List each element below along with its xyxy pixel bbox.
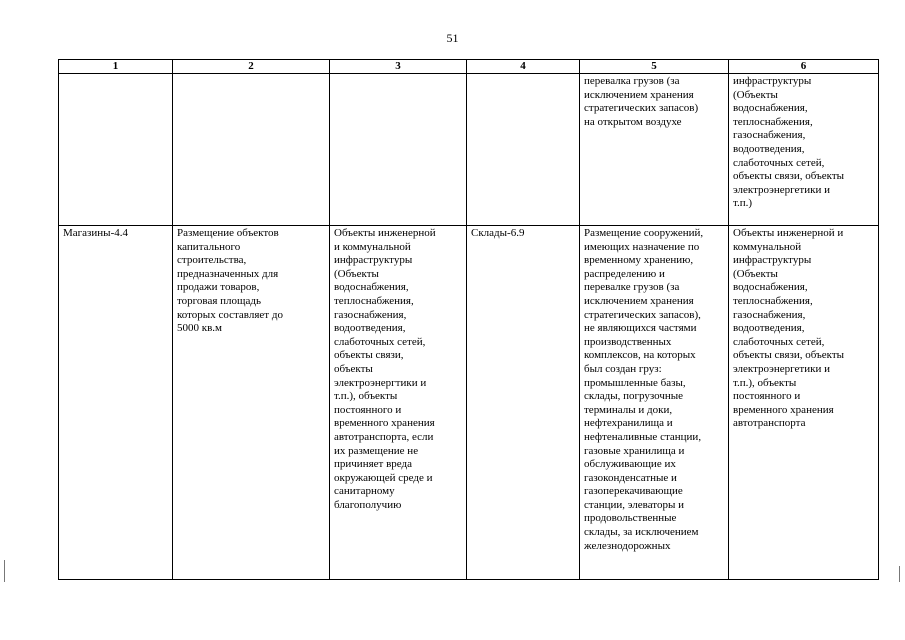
column-header-6: 6 [729, 60, 879, 74]
table-cell [330, 74, 467, 226]
table-cell: Размещение объектов капитального строительства, предназначенных для продажи товаров, торговая площадь которых составляет до 5000 кв.м [173, 226, 330, 580]
table-row [59, 74, 879, 226]
scan-edge-mark-left [4, 560, 5, 582]
scan-edge-mark-right [899, 566, 900, 582]
header-row [59, 60, 879, 74]
column-header-2: 2 [173, 60, 330, 74]
table-cell: Объекты инженерной и коммунальной инфраструктуры (Объекты водоснабжения, теплоснабжения, газоснабжения, водоотведения, слаботочных сетей, объекты связи, объекты электроэнергтики и т.п.), объекты постоянного и временного хранения автотранспорта, если их размещение не причиняет вреда окружающей среде и санитарному благополучию [330, 226, 467, 580]
table-cell: Магазины-4.4 [59, 226, 173, 580]
column-header-4: 4 [467, 60, 580, 74]
column-header-1: 1 [59, 60, 173, 74]
zoning-table [58, 59, 879, 580]
table-cell: Размещение сооружений, имеющих назначение по временному хранению, распределению и перевалке грузов (за исключением хранения стратегических запасов), не являющихся частями производственных комплексов, на которых был создан груз: промышленные базы, склады, погрузочные терминалы и доки, нефтехранилища и нефтеналивные станции, газовые хранилища и обслуживающие их газоконденсатные и газоперекачивающие станции, элеваторы и продовольственные склады, за исключением железнодорожных [580, 226, 729, 580]
table-cell [173, 74, 330, 226]
table-row [59, 226, 879, 580]
table-cell [59, 74, 173, 226]
table-cell: инфраструктуры (Объекты водоснабжения, теплоснабжения, газоснабжения, водоотведения, слаботочных сетей, объекты связи, объекты электроэнергетики и т.п.) [729, 74, 879, 226]
table-cell [467, 74, 580, 226]
column-header-5: 5 [580, 60, 729, 74]
column-header-3: 3 [330, 60, 467, 74]
table-cell: Склады-6.9 [467, 226, 580, 580]
table-cell: Объекты инженерной и коммунальной инфраструктуры (Объекты водоснабжения, теплоснабжения, газоснабжения, водоотведения, слаботочных сетей, объекты связи, объекты электроэнергетики и т.п.), объекты постоянного и временного хранения автотранспорта [729, 226, 879, 580]
table-cell: перевалка грузов (за исключением хранения стратегических запасов) на открытом воздухе [580, 74, 729, 226]
page-number: 51 [446, 31, 459, 45]
